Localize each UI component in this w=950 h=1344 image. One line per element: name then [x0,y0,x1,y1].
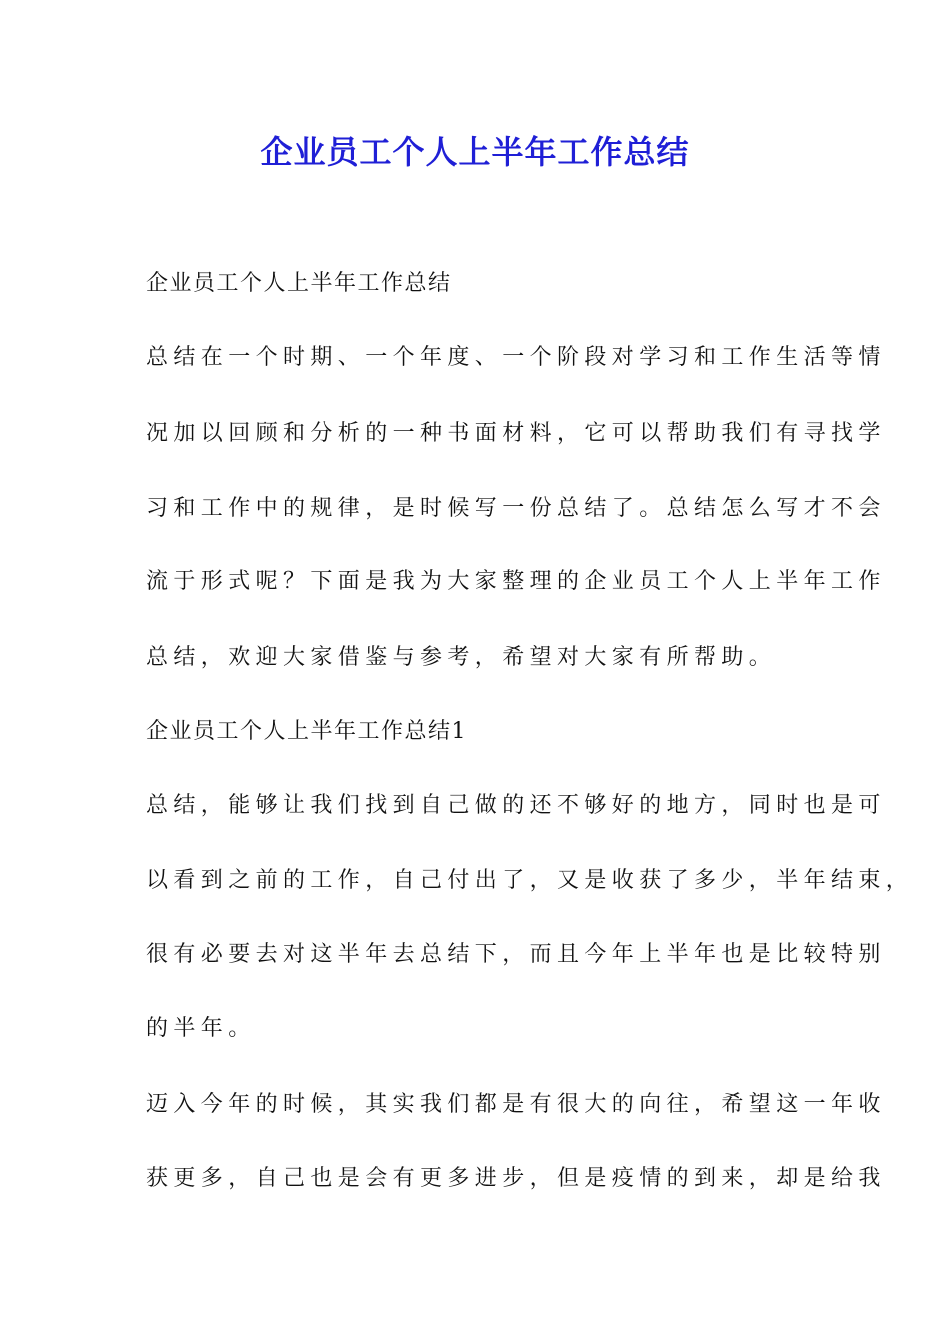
paragraph-line: 习和工作中的规律，是时候写一份总结了。总结怎么写才不会 [146,496,886,521]
paragraph-line: 总结，欢迎大家借鉴与参考，希望对大家有所帮助。 [146,645,777,670]
paragraph-line: 获更多，自己也是会有更多进步，但是疫情的到来，却是给我 [146,1166,886,1191]
paragraph-line: 总结在一个时期、一个年度、一个阶段对学习和工作生活等情 [146,345,886,370]
paragraph-line: 的半年。 [146,1016,256,1041]
section-heading-1: 企业员工个人上半年工作总结1 [146,719,467,744]
paragraph-line: 总结，能够让我们找到自己做的还不够好的地方，同时也是可 [146,793,886,818]
section-heading-intro: 企业员工个人上半年工作总结 [146,271,452,296]
paragraph-line: 以看到之前的工作，自己付出了，又是收获了多少，半年结束， [146,868,914,893]
paragraph-line: 迈入今年的时候，其实我们都是有很大的向往，希望这一年收 [146,1092,886,1117]
paragraph-line: 况加以回顾和分析的一种书面材料，它可以帮助我们有寻找学 [146,421,886,446]
paragraph-line: 很有必要去对这半年去总结下，而且今年上半年也是比较特别 [146,942,886,967]
document-title: 企业员工个人上半年工作总结 [260,133,690,171]
paragraph-line: 流于形式呢？下面是我为大家整理的企业员工个人上半年工作 [146,569,886,594]
